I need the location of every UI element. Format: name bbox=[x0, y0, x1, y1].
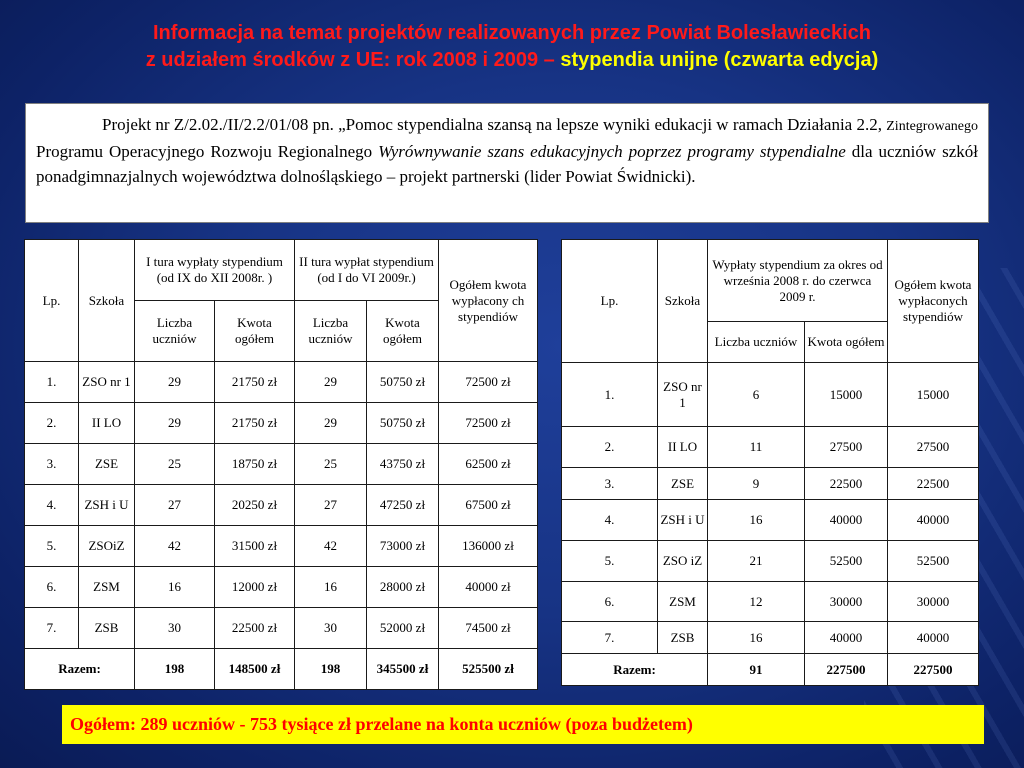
cell-szkola: ZSE bbox=[79, 444, 135, 485]
header-liczba-2: Liczba uczniów bbox=[295, 301, 367, 362]
cell-szkola: ZSH i U bbox=[79, 485, 135, 526]
cell-lp: 5. bbox=[562, 541, 658, 582]
cell-kwota: 15000 bbox=[805, 363, 888, 427]
total-kwota-2: 345500 zł bbox=[367, 649, 439, 690]
cell-liczba-1: 27 bbox=[135, 485, 215, 526]
header-tura-1: I tura wypłaty stypendium (od IX do XII 2008r. ) bbox=[135, 240, 295, 301]
header-kwota-1: Kwota ogółem bbox=[215, 301, 295, 362]
cell-szkola: ZSOiZ bbox=[79, 526, 135, 567]
cell-liczba: 11 bbox=[708, 427, 805, 468]
cell-ogolem: 40000 zł bbox=[439, 567, 538, 608]
cell-liczba-2: 29 bbox=[295, 403, 367, 444]
cell-liczba-2: 16 bbox=[295, 567, 367, 608]
cell-szkola: ZSB bbox=[79, 608, 135, 649]
cell-szkola: ZSO iZ bbox=[658, 541, 708, 582]
intro-small: Zintegrowanego bbox=[886, 119, 978, 134]
cell-kwota: 40000 bbox=[805, 622, 888, 654]
total-row bbox=[25, 649, 538, 690]
table-row bbox=[25, 403, 538, 444]
cell-szkola: ZSB bbox=[658, 622, 708, 654]
total-liczba-1: 198 bbox=[135, 649, 215, 690]
cell-kwota-2: 73000 zł bbox=[367, 526, 439, 567]
cell-kwota-1: 21750 zł bbox=[215, 403, 295, 444]
cell-ogolem: 72500 zł bbox=[439, 403, 538, 444]
header-lp: Lp. bbox=[562, 240, 658, 363]
intro-part-1: Projekt nr Z/2.02./II/2.2/01/08 pn. „Pomoc stypendialna szansą na lepsze wyniki edukacji w ramach Działania 2.2, bbox=[102, 115, 887, 134]
cell-kwota: 30000 bbox=[805, 582, 888, 622]
cell-lp: 6. bbox=[562, 582, 658, 622]
cell-lp: 3. bbox=[562, 468, 658, 500]
total-ogolem: 227500 bbox=[888, 654, 979, 686]
cell-liczba-2: 42 bbox=[295, 526, 367, 567]
table-row bbox=[25, 362, 538, 403]
cell-szkola: II LO bbox=[658, 427, 708, 468]
cell-lp: 2. bbox=[562, 427, 658, 468]
total-kwota-1: 148500 zł bbox=[215, 649, 295, 690]
table-row bbox=[562, 500, 979, 541]
table-row bbox=[562, 541, 979, 582]
total-row bbox=[562, 654, 979, 686]
cell-kwota-2: 43750 zł bbox=[367, 444, 439, 485]
cell-lp: 7. bbox=[25, 608, 79, 649]
header-ogolem: Ogółem kwota wypłacony ch stypendiów bbox=[439, 240, 538, 362]
cell-liczba-1: 25 bbox=[135, 444, 215, 485]
cell-kwota-2: 50750 zł bbox=[367, 362, 439, 403]
title-line-2 bbox=[0, 47, 1024, 74]
total-label: Razem: bbox=[25, 649, 135, 690]
scholarship-summary-table bbox=[561, 239, 979, 686]
cell-liczba-2: 25 bbox=[295, 444, 367, 485]
cell-lp: 7. bbox=[562, 622, 658, 654]
cell-liczba-2: 27 bbox=[295, 485, 367, 526]
cell-kwota: 52500 bbox=[805, 541, 888, 582]
title-line-2-yellow: stypendia unijne (czwarta edycja) bbox=[560, 49, 879, 71]
header-szkola: Szkoła bbox=[79, 240, 135, 362]
cell-liczba: 12 bbox=[708, 582, 805, 622]
cell-ogolem: 74500 zł bbox=[439, 608, 538, 649]
cell-szkola: ZSM bbox=[79, 567, 135, 608]
cell-ogolem: 72500 zł bbox=[439, 362, 538, 403]
cell-szkola: ZSM bbox=[658, 582, 708, 622]
header-liczba-1: Liczba uczniów bbox=[135, 301, 215, 362]
table-row bbox=[562, 363, 979, 427]
cell-kwota: 22500 bbox=[805, 468, 888, 500]
page-title bbox=[0, 20, 1024, 74]
intro-part-2: Programu Operacyjnego Rozwoju Regionalnego bbox=[36, 142, 379, 161]
cell-lp: 6. bbox=[25, 567, 79, 608]
project-description bbox=[25, 103, 989, 223]
cell-ogolem: 27500 bbox=[888, 427, 979, 468]
cell-szkola: II LO bbox=[79, 403, 135, 444]
cell-ogolem: 136000 zł bbox=[439, 526, 538, 567]
cell-lp: 4. bbox=[562, 500, 658, 541]
cell-liczba-1: 42 bbox=[135, 526, 215, 567]
scholarship-table-2008-2009 bbox=[24, 239, 538, 690]
cell-ogolem: 15000 bbox=[888, 363, 979, 427]
cell-kwota-1: 18750 zł bbox=[215, 444, 295, 485]
intro-italic: Wyrównywanie szans edukacyjnych poprzez programy stypendialne bbox=[378, 142, 846, 161]
total-label: Razem: bbox=[562, 654, 708, 686]
cell-ogolem: 22500 bbox=[888, 468, 979, 500]
cell-kwota-2: 52000 zł bbox=[367, 608, 439, 649]
title-line-2-red: z udziałem środków z UE: rok 2008 i 2009 – bbox=[145, 49, 561, 71]
cell-lp: 4. bbox=[25, 485, 79, 526]
cell-liczba: 21 bbox=[708, 541, 805, 582]
cell-liczba-1: 16 bbox=[135, 567, 215, 608]
cell-szkola: ZSO nr 1 bbox=[658, 363, 708, 427]
summary-banner: Ogółem: 289 uczniów - 753 tysiące zł przelane na konta uczniów (poza budżetem) bbox=[62, 705, 984, 744]
cell-szkola: ZSO nr 1 bbox=[79, 362, 135, 403]
cell-kwota: 27500 bbox=[805, 427, 888, 468]
table-row bbox=[25, 485, 538, 526]
cell-kwota-1: 22500 zł bbox=[215, 608, 295, 649]
header-wyplaty: Wypłaty stypendium za okres od września 2008 r. do czerwca 2009 r. bbox=[708, 240, 888, 322]
header-ogolem: Ogółem kwota wypłaconych stypendiów bbox=[888, 240, 979, 363]
cell-ogolem: 62500 zł bbox=[439, 444, 538, 485]
cell-ogolem: 30000 bbox=[888, 582, 979, 622]
cell-liczba-1: 29 bbox=[135, 362, 215, 403]
cell-liczba: 6 bbox=[708, 363, 805, 427]
table-row bbox=[25, 567, 538, 608]
table-row bbox=[25, 526, 538, 567]
cell-kwota-2: 28000 zł bbox=[367, 567, 439, 608]
intro-part-3: dla uczniów szkół ponadgimnazjalnych województwa dolnośląskiego – projekt partnerski (lider Powiat Świdnicki). bbox=[36, 142, 978, 186]
cell-kwota-1: 31500 zł bbox=[215, 526, 295, 567]
cell-liczba-2: 30 bbox=[295, 608, 367, 649]
table-row bbox=[562, 622, 979, 654]
cell-lp: 1. bbox=[562, 363, 658, 427]
cell-lp: 5. bbox=[25, 526, 79, 567]
total-liczba: 91 bbox=[708, 654, 805, 686]
cell-kwota-1: 20250 zł bbox=[215, 485, 295, 526]
cell-szkola: ZSH i U bbox=[658, 500, 708, 541]
cell-ogolem: 67500 zł bbox=[439, 485, 538, 526]
total-liczba-2: 198 bbox=[295, 649, 367, 690]
table-row bbox=[562, 582, 979, 622]
cell-liczba-1: 30 bbox=[135, 608, 215, 649]
cell-lp: 2. bbox=[25, 403, 79, 444]
cell-ogolem: 40000 bbox=[888, 622, 979, 654]
header-lp: Lp. bbox=[25, 240, 79, 362]
table-row bbox=[562, 427, 979, 468]
cell-kwota-2: 47250 zł bbox=[367, 485, 439, 526]
table-row bbox=[562, 468, 979, 500]
cell-kwota-1: 21750 zł bbox=[215, 362, 295, 403]
total-ogolem: 525500 zł bbox=[439, 649, 538, 690]
cell-lp: 1. bbox=[25, 362, 79, 403]
header-tura-2: II tura wypłat stypendium (od I do VI 2009r.) bbox=[295, 240, 439, 301]
title-line-1: Informacja na temat projektów realizowanych przez Powiat Bolesławieckich bbox=[153, 22, 871, 44]
table-row bbox=[25, 444, 538, 485]
cell-kwota-2: 50750 zł bbox=[367, 403, 439, 444]
cell-liczba-1: 29 bbox=[135, 403, 215, 444]
header-kwota-2: Kwota ogółem bbox=[367, 301, 439, 362]
cell-ogolem: 40000 bbox=[888, 500, 979, 541]
table-row bbox=[25, 608, 538, 649]
cell-lp: 3. bbox=[25, 444, 79, 485]
cell-kwota: 40000 bbox=[805, 500, 888, 541]
total-kwota: 227500 bbox=[805, 654, 888, 686]
cell-liczba: 16 bbox=[708, 622, 805, 654]
header-kwota: Kwota ogółem bbox=[805, 322, 888, 363]
header-szkola: Szkoła bbox=[658, 240, 708, 363]
cell-kwota-1: 12000 zł bbox=[215, 567, 295, 608]
header-liczba: Liczba uczniów bbox=[708, 322, 805, 363]
cell-liczba: 16 bbox=[708, 500, 805, 541]
cell-liczba: 9 bbox=[708, 468, 805, 500]
cell-ogolem: 52500 bbox=[888, 541, 979, 582]
cell-liczba-2: 29 bbox=[295, 362, 367, 403]
cell-szkola: ZSE bbox=[658, 468, 708, 500]
